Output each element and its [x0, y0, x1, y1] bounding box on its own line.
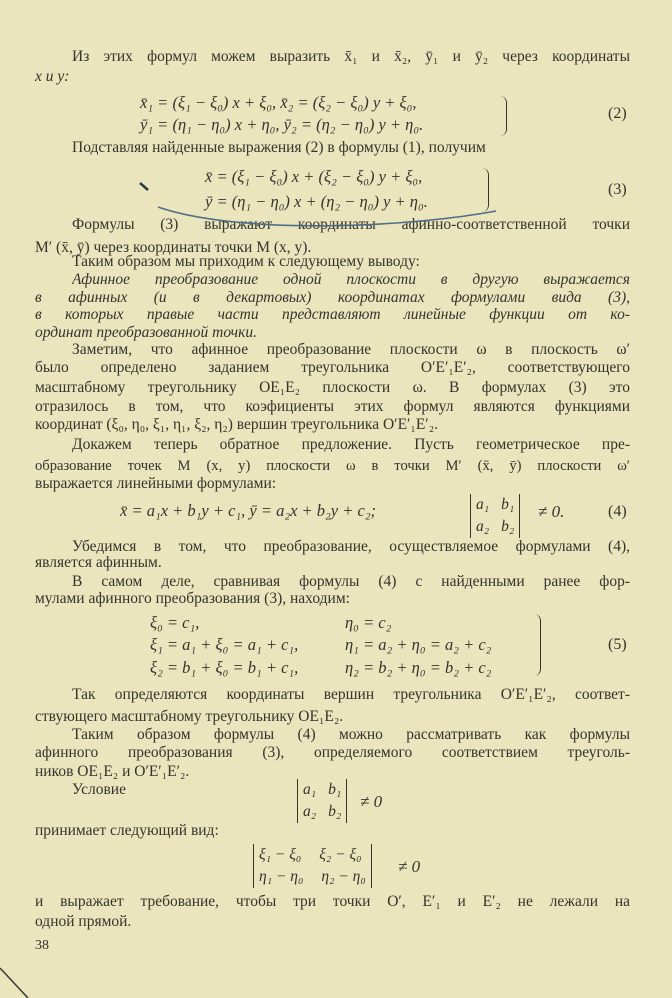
not-equal-zero: ≠ 0: [398, 857, 421, 876]
text-line: Убедимся в том, что преобразование, осуществляемое формулами (4),: [72, 538, 630, 555]
determinant: [297, 779, 347, 823]
text-line: координат (ξ₀, η₀, ξ₁, η₁, ξ₂, η₂) вершин треугольника O′E′₁E′₂.: [35, 416, 438, 433]
equation-row: η₀ = c₂: [345, 613, 392, 632]
equation-row: ȳ = (η₁ − η₀) x + (η₂ − η₀) y + η₀.: [205, 192, 428, 211]
text-line: Подставляя найденные выражения (2) в формулы (1), получим: [72, 139, 486, 156]
text-line: и выражает требование, чтобы три точки O′, E′₁ и E′₂ не лежали на: [35, 893, 630, 910]
det-cell: ξ₂ − ξ₀: [319, 846, 362, 863]
det-cell: a₁: [303, 781, 317, 798]
pen-tick: [140, 183, 148, 190]
right-brace: [500, 96, 507, 136]
det-cell: b₁: [328, 781, 342, 798]
text-line: отразилось в том, что коэфициенты этих формул являются функциями: [35, 398, 630, 415]
text-line: образование точек M (x, y) плоскости ω в точки M′ (x̄, ȳ) плоскости ω′: [35, 458, 630, 474]
equation-row: η₁ = a₂ + η₀ = a₂ + c₂: [345, 635, 492, 654]
text-line: Из этих формул можем выразить x̄₁ и x̄₂, ȳ₁ и ȳ₂ через координаты: [72, 48, 630, 65]
equation-row: ξ₁ = a₁ + ξ₀ = a₁ + c₁,: [150, 635, 299, 654]
not-equal-zero: ≠ 0.: [538, 502, 565, 521]
text-line: Докажем теперь обратное предложение. Пусть геометрическое пре-: [72, 436, 630, 453]
equation-row: ξ₀ = c₁,: [150, 613, 200, 632]
equation-row: η₂ = b₂ + η₀ = b₂ + c₂: [345, 658, 492, 677]
determinant: [253, 844, 372, 888]
theorem-line: в которых правые части представляют линейные функции от ко-: [35, 306, 630, 323]
theorem-line: ординат преобразованной точки.: [35, 324, 257, 341]
page-number: 38: [35, 938, 49, 953]
text-line: Условие: [72, 781, 126, 798]
text-line: одной прямой.: [35, 913, 132, 930]
theorem-line: в афинных (и в декартовых) координатах формулами вида (3),: [35, 289, 630, 306]
text-line: масштабному треугольнику OE₁E₂ плоскости ω. В формулах (3) это: [35, 379, 630, 396]
text-line: x и y:: [35, 68, 70, 85]
equation-label: (4): [608, 503, 627, 520]
right-brace: [534, 614, 541, 676]
equation-row: ξ₂ = b₁ + ξ₀ = b₁ + c₁,: [150, 658, 299, 677]
text-line: ствующего масштабному треугольнику OE₁E₂.: [35, 708, 344, 725]
text-line: Таким образом мы приходим к следующему выводу:: [72, 253, 420, 270]
text-line: является афинным.: [35, 554, 162, 571]
equation-row: ȳ₁ = (η₁ − η₀) x + η₀, ȳ₂ = (η₂ − η₀) y + η₀.: [140, 115, 424, 134]
equation-row: x̄ = a₁x + b₁y + c₁, ȳ = a₂x + b₂y + c₂;: [120, 501, 377, 520]
equation-label: (2): [608, 105, 627, 122]
det-cell: b₁: [501, 496, 515, 513]
text-line: M′ (x̄, ȳ) через координаты точки M (x, y).: [35, 239, 312, 256]
det-cell: b₂: [328, 803, 342, 820]
equation-row: x̄₁ = (ξ₁ − ξ₀) x + ξ₀, x̄₂ = (ξ₂ − ξ₀) y + ξ₀,: [140, 93, 417, 112]
theorem-line: Афинное преобразование одной плоскости в другую выражается: [72, 271, 630, 288]
equation-label: (5): [608, 636, 627, 653]
determinant: [470, 494, 520, 538]
text-line: было определено заданием треугольника O′E′₁E′₂, соответствующего: [35, 359, 630, 376]
equation-label: (3): [608, 181, 627, 198]
det-cell: η₂ − η₀: [321, 868, 366, 885]
not-equal-zero: ≠ 0: [360, 792, 383, 811]
det-cell: a₁: [476, 496, 490, 513]
right-brace: [482, 168, 489, 212]
equation-row: x̄ = (ξ₁ − ξ₀) x + (ξ₂ − ξ₀) y + ξ₀,: [205, 167, 423, 186]
text-line: мулами афинного преобразования (3), находим:: [35, 590, 350, 607]
text-line: афинного преобразования (3), определяемого соответствием треуголь-: [35, 744, 630, 761]
text-line: принимает следующий вид:: [35, 822, 219, 839]
pen-scratch: [0, 968, 28, 998]
text-line: Заметим, что афинное преобразование плоскости ω в плоскость ω′: [72, 341, 630, 358]
det-cell: η₁ − η₀: [259, 868, 304, 885]
text-line: В самом деле, сравнивая формулы (4) с найденными ранее фор-: [72, 573, 630, 590]
text-line: ников OE₁E₂ и O′E′₁E′₂.: [35, 763, 190, 780]
text-line: Таким образом формулы (4) можно рассматривать как формулы: [72, 726, 630, 743]
text-line: Так определяются координаты вершин треугольника O′E′₁E′₂, соответ-: [72, 686, 630, 703]
det-cell: a₂: [303, 803, 317, 820]
text-line: выражается линейными формулами:: [35, 475, 277, 492]
det-cell: b₂: [501, 518, 515, 535]
det-cell: ξ₁ − ξ₀: [259, 846, 302, 863]
det-cell: a₂: [476, 518, 490, 535]
text-line: Формулы (3) выражают координаты афинно-соответственной точки: [72, 216, 630, 233]
